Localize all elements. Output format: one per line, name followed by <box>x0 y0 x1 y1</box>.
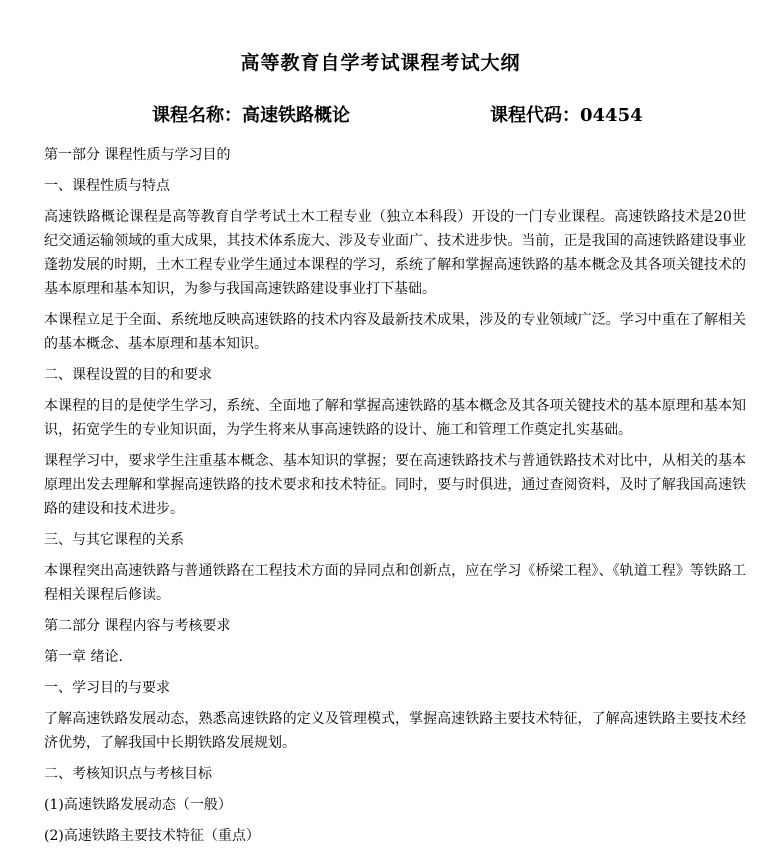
paragraph: 了解高速铁路发展动态，熟悉高速铁路的定义及管理模式，掌握高速铁路主要技术特征，了解高速铁路主要技术经济优势，了解我国中长期铁路发展规划。 <box>44 711 746 751</box>
section-heading: 一、学习目的与要求 <box>44 680 170 696</box>
chapter-heading: 第一章 绪论. <box>44 649 123 665</box>
paragraph: 高速铁路概论课程是高等教育自学考试土木工程专业（独立本科段）开设的一门专业课程。高速铁路技术是20世纪交通运输领域的重大成果，其技术体系庞大、涉及专业面广、技术进步快。当前，正是我国的高速铁路建设事业蓬勃发展的时期，土木工程专业学生通过本课程的学习，系统了解和掌握高速铁路的基本概念及其各项关键技术的基本原理和基本知识，为参与我国高速铁路建设事业打下基础。 <box>44 209 746 297</box>
part1-heading: 第一部分 课程性质与学习目的 <box>44 147 231 163</box>
list-item: (1)高速铁路发展动态（一般） <box>44 797 232 813</box>
section-heading: 二、课程设置的目的和要求 <box>44 367 212 383</box>
course-name: 课程名称：高速铁路概论 <box>152 105 350 126</box>
document-title: 高等教育自学考试课程考试大纲 <box>240 52 521 74</box>
list-item: (2)高速铁路主要技术特征（重点） <box>44 828 260 844</box>
paragraph: 本课程的目的是使学生学习，系统、全面地了解和掌握高速铁路的基本概念及其各项关键技术的基本原理和基本知识，拓宽学生的专业知识面，为学生将来从事高速铁路的设计、施工和管理工作奠定扎实基础。 <box>44 398 746 438</box>
section-heading: 一、课程性质与特点 <box>44 178 170 194</box>
document-body <box>44 143 746 855</box>
section-heading: 二、考核知识点与考核目标 <box>44 766 212 782</box>
paragraph: 课程学习中，要求学生注重基本概念、基本知识的掌握；要在高速铁路技术与普通铁路技术对比中，从相关的基本原理出发去理解和掌握高速铁路的技术要求和技术特征。同时，要与时俱进，通过查阅资料，及时了解我国高速铁路的建设和技术进步。 <box>44 453 746 517</box>
course-code: 课程代码：04454 <box>490 105 643 126</box>
section-heading: 三、与其它课程的关系 <box>44 532 184 548</box>
paragraph: 本课程突出高速铁路与普通铁路在工程技术方面的异同点和创新点，应在学习《桥梁工程》、《轨道工程》等铁路工程相关课程后修读。 <box>44 563 746 603</box>
part2-heading: 第二部分 课程内容与考核要求 <box>44 618 231 634</box>
paragraph: 本课程立足于全面、系统地反映高速铁路的技术内容及最新技术成果，涉及的专业领域广泛。学习中重在了解相关的基本概念、基本原理和基本知识。 <box>44 312 746 352</box>
